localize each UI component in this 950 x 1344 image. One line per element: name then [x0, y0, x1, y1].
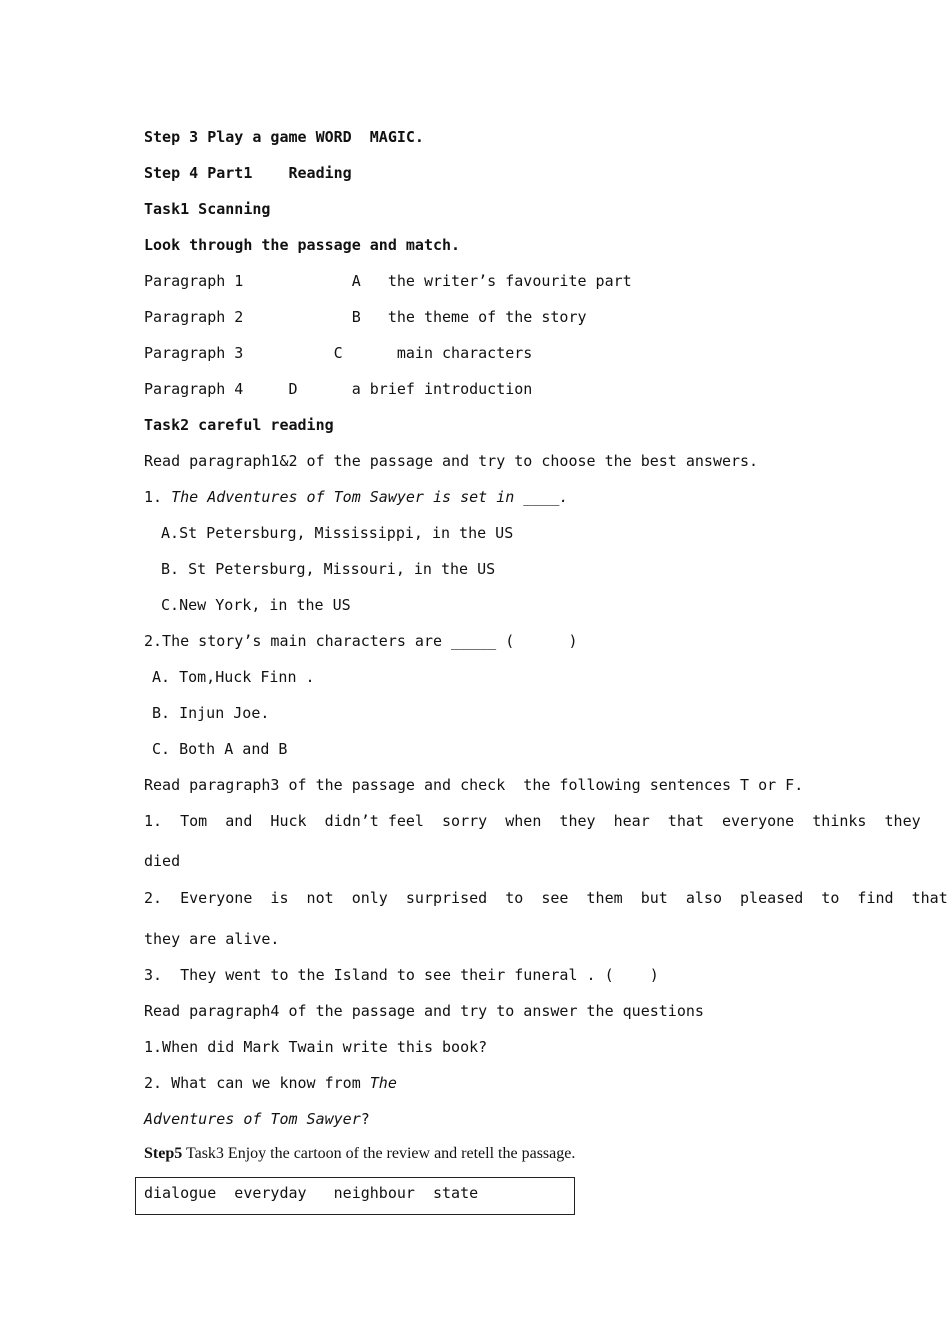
- p4-question-1: 1.When did Mark Twain write this book?: [144, 1038, 488, 1056]
- step5-label: Step5: [144, 1145, 183, 1162]
- book-title: The: [369, 1074, 397, 1092]
- matching-row: Paragraph 3 C main characters: [144, 344, 533, 362]
- option: C.New York, in the US: [152, 596, 351, 614]
- task1-instruction: Look through the passage and match.: [144, 236, 461, 254]
- option: A. Tom,Huck Finn .: [152, 668, 315, 686]
- tf-statement-1-cont: died: [144, 852, 181, 870]
- book-title: Adventures of Tom Sawyer: [144, 1110, 361, 1128]
- option: A.St Petersburg, Mississippi, in the US: [152, 524, 514, 542]
- matching-row: Paragraph 4 D a brief introduction: [144, 380, 533, 398]
- p4-question-2: [144, 1073, 397, 1093]
- step3-heading: Step 3 Play a game WORD MAGIC.: [144, 128, 424, 146]
- step5-text: Task3 Enjoy the cartoon of the review and retell the passage.: [182, 1145, 576, 1162]
- p4-question-2-cont: [144, 1109, 370, 1129]
- option: B. St Petersburg, Missouri, in the US: [152, 560, 496, 578]
- step5-heading: [144, 1144, 575, 1164]
- task2-instruction: Read paragraph1&2 of the passage and try to choose the best answers.: [144, 452, 759, 470]
- question-text: 2. What can we know from: [144, 1074, 370, 1092]
- question-1: [144, 487, 568, 507]
- question-number: 1.: [144, 488, 172, 506]
- option: B. Injun Joe.: [152, 704, 270, 722]
- tf-instruction: Read paragraph3 of the passage and check the following sentences T or F.: [144, 776, 804, 794]
- step4-heading: Step 4 Part1 Reading: [144, 164, 352, 182]
- word-box: [135, 1177, 575, 1215]
- tf-statement-2-cont: they are alive.: [144, 930, 280, 948]
- question-mark: ?: [360, 1110, 370, 1128]
- word-list: dialogue everyday neighbour state: [144, 1184, 479, 1202]
- question-text: The Adventures of Tom Sawyer is set in ____.: [171, 488, 569, 506]
- option: C. Both A and B: [152, 740, 288, 758]
- tf-statement-3: 3. They went to the Island to see their funeral . ( ): [144, 966, 659, 984]
- tf-statement-1: 1. Tom and Huck didn’t feel sorry when they hear that everyone thinks they: [144, 812, 921, 830]
- question-2: 2.The story’s main characters are _____ ( ): [144, 632, 578, 650]
- p4-instruction: Read paragraph4 of the passage and try to answer the questions: [144, 1002, 704, 1020]
- task2-heading: Task2 careful reading: [144, 416, 334, 434]
- matching-row: Paragraph 1 A the writer’s favourite part: [144, 272, 632, 290]
- tf-statement-2: 2. Everyone is not only surprised to see them but also pleased to find that: [144, 889, 948, 907]
- matching-row: Paragraph 2 B the theme of the story: [144, 308, 587, 326]
- task1-heading: Task1 Scanning: [144, 200, 271, 218]
